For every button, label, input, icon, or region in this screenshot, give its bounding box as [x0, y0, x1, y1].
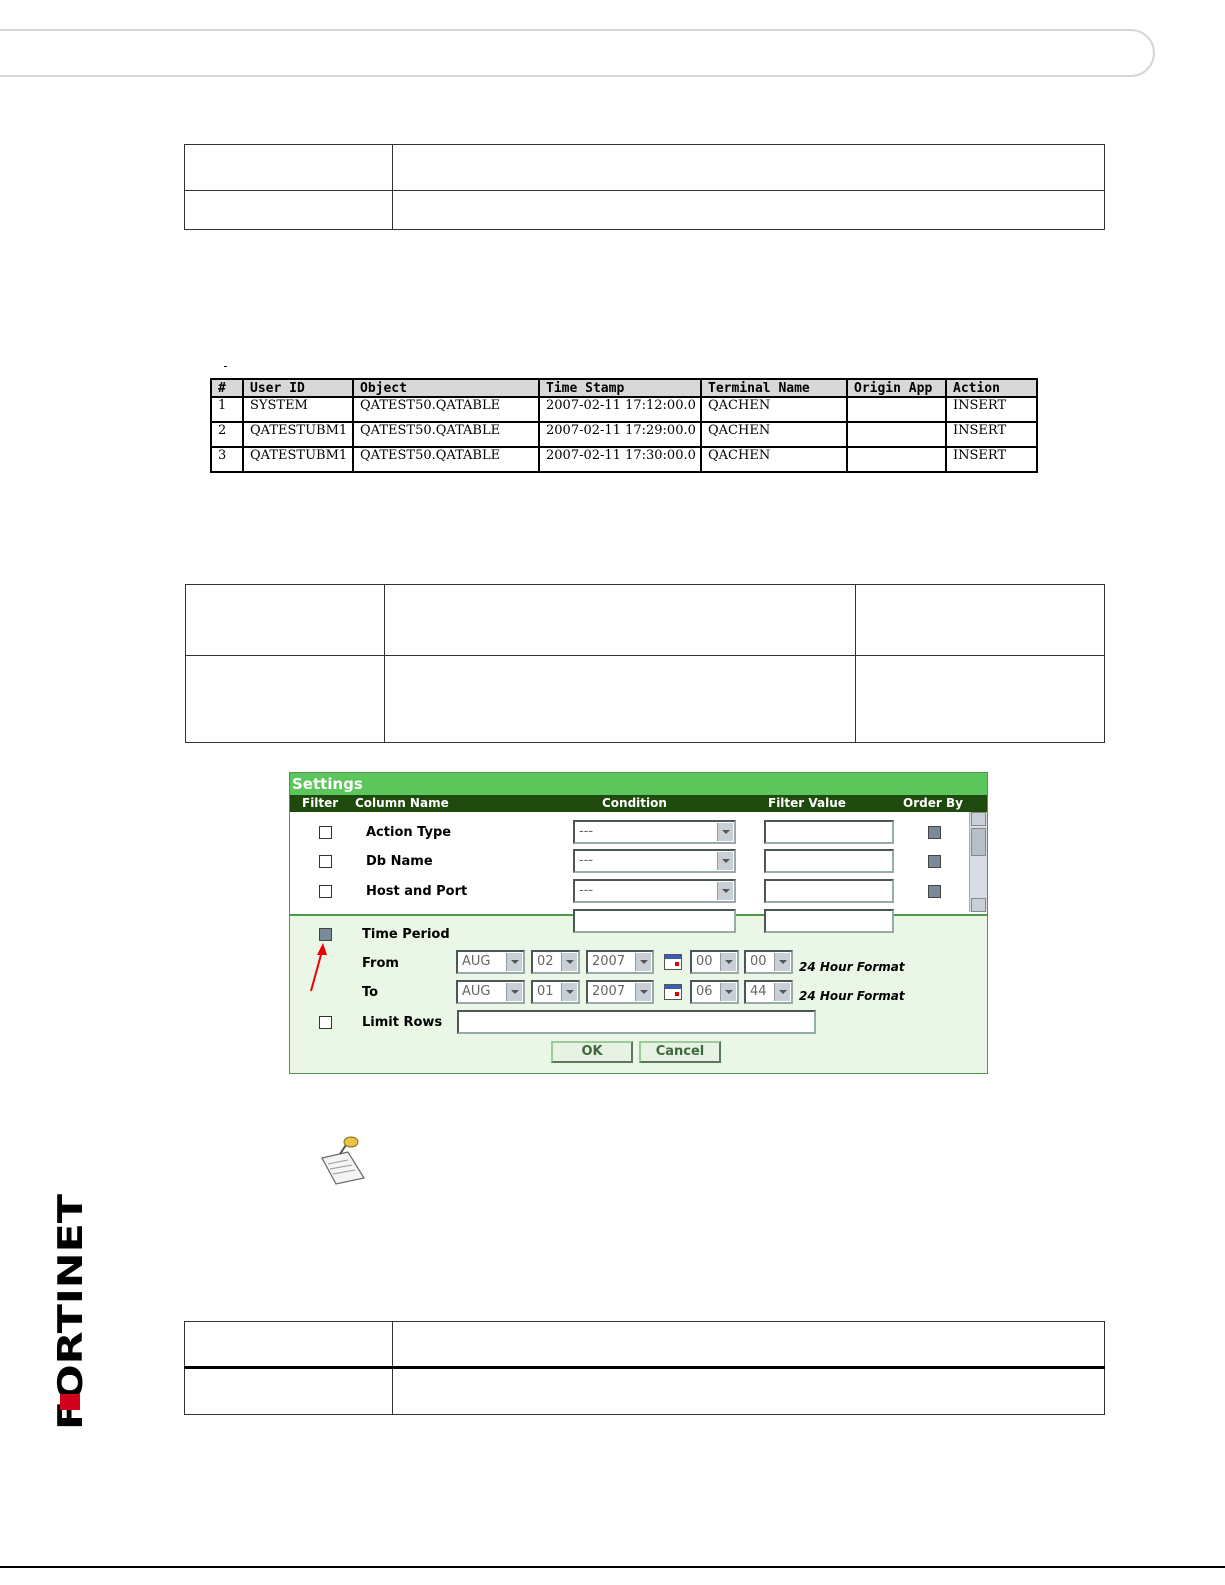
- from-day-value: 02: [537, 954, 554, 969]
- report-cell: INSERT: [946, 422, 1037, 447]
- to-hour-select[interactable]: [690, 980, 739, 1004]
- order-by-checkbox[interactable]: [928, 855, 941, 868]
- filter-row-db-name: [290, 848, 970, 878]
- report-cell: QATEST50.QATABLE: [353, 397, 539, 422]
- limit-rows-checkbox[interactable]: [319, 1016, 332, 1029]
- col-order-by: Order By: [903, 796, 963, 810]
- report-header-cell: Time Stamp: [539, 379, 701, 397]
- filter-checkbox[interactable]: [319, 826, 332, 839]
- report-header-cell: #: [211, 379, 243, 397]
- from-minute-select[interactable]: [744, 950, 793, 974]
- calendar-icon[interactable]: [664, 984, 682, 1000]
- page-header-bar: [0, 29, 1155, 77]
- chevron-down-icon: [717, 852, 733, 870]
- report-header-cell: User ID: [243, 379, 353, 397]
- condition-select[interactable]: [573, 849, 736, 873]
- from-minute-value: 00: [750, 954, 767, 969]
- filter-row-label: Host and Port: [366, 884, 468, 899]
- report-cell: [847, 397, 946, 422]
- filter-value-input[interactable]: [764, 879, 894, 903]
- report-cell: 2007-02-11 17:12:00.0: [539, 397, 701, 422]
- report-cell: [847, 447, 946, 472]
- limit-rows-label: Limit Rows: [362, 1015, 443, 1030]
- report-cell: 3: [211, 447, 243, 472]
- from-month-value: AUG: [462, 954, 491, 969]
- to-year-select[interactable]: [586, 980, 654, 1004]
- cancel-button[interactable]: Cancel: [639, 1041, 721, 1063]
- calendar-icon[interactable]: [664, 954, 682, 970]
- format-note: 24 Hour Format: [799, 960, 905, 974]
- report-cell: QATEST50.QATABLE: [353, 447, 539, 472]
- chevron-down-icon: [635, 983, 651, 1001]
- chevron-down-icon: [635, 953, 651, 971]
- filter-list-scrollbar[interactable]: [969, 812, 987, 912]
- filter-checkbox[interactable]: [319, 885, 332, 898]
- report-header-cell: Action: [946, 379, 1037, 397]
- chevron-down-icon: [774, 983, 790, 1001]
- filter-list: [290, 812, 987, 916]
- col-column-name: Column Name: [355, 796, 449, 810]
- from-day-select[interactable]: [531, 950, 580, 974]
- settings-title: Settings: [290, 773, 987, 795]
- report-cell: QACHEN: [701, 397, 847, 422]
- logo-accent: [60, 1394, 80, 1410]
- filter-value-input[interactable]: [764, 820, 894, 844]
- condition-select[interactable]: [573, 820, 736, 844]
- chevron-down-icon: [717, 823, 733, 841]
- chevron-down-icon: [717, 882, 733, 900]
- col-condition: Condition: [602, 796, 667, 810]
- report-cell: QATEST50.QATABLE: [353, 422, 539, 447]
- red-arrow-icon: [305, 941, 335, 995]
- condition-value: ---: [579, 853, 594, 868]
- logo-text: FORTINET: [51, 1242, 91, 1430]
- filter-row-host-and-port: [290, 878, 970, 908]
- to-day-value: 01: [537, 984, 554, 999]
- report-cell: INSERT: [946, 397, 1037, 422]
- chevron-down-icon: [720, 953, 736, 971]
- to-hour-value: 06: [696, 984, 713, 999]
- filter-row-action-type: [290, 819, 970, 849]
- report-cell: 2007-02-11 17:29:00.0: [539, 422, 701, 447]
- to-minute-select[interactable]: [744, 980, 793, 1004]
- chevron-down-icon: [561, 983, 577, 1001]
- condition-select[interactable]: [573, 879, 736, 903]
- to-year-value: 2007: [592, 984, 626, 999]
- condition-select[interactable]: [573, 909, 736, 933]
- to-day-select[interactable]: [531, 980, 580, 1004]
- table-row: [211, 397, 1037, 422]
- chevron-down-icon: [720, 983, 736, 1001]
- report-header-cell: Origin App: [847, 379, 946, 397]
- from-hour-value: 00: [696, 954, 713, 969]
- note-pin-icon: [318, 1134, 370, 1186]
- limit-rows-input[interactable]: [457, 1010, 816, 1034]
- from-year-value: 2007: [592, 954, 626, 969]
- ok-button[interactable]: OK: [551, 1041, 633, 1063]
- from-hour-select[interactable]: [690, 950, 739, 974]
- scroll-down-icon[interactable]: [971, 898, 986, 912]
- to-minute-value: 44: [750, 984, 767, 999]
- from-year-select[interactable]: [586, 950, 654, 974]
- to-label: To: [362, 985, 379, 1000]
- report-header-row: [211, 379, 1037, 397]
- report-cell: 2: [211, 422, 243, 447]
- to-month-select[interactable]: [456, 980, 525, 1004]
- report-header-cell: Object: [353, 379, 539, 397]
- scroll-up-icon[interactable]: [971, 812, 986, 826]
- from-label: From: [362, 956, 399, 971]
- report-cell: [847, 422, 946, 447]
- filter-row-label: Db Name: [366, 854, 433, 869]
- chevron-down-icon: [506, 953, 522, 971]
- doc-table-1: [184, 144, 1105, 230]
- order-by-checkbox[interactable]: [928, 826, 941, 839]
- col-filter-value: Filter Value: [768, 796, 846, 810]
- doc-table-2: [185, 584, 1105, 743]
- report-cell: SYSTEM: [243, 397, 353, 422]
- scroll-thumb[interactable]: [971, 828, 986, 856]
- to-month-value: AUG: [462, 984, 491, 999]
- settings-column-header: [290, 795, 987, 812]
- chevron-down-icon: [506, 983, 522, 1001]
- report-cell: QACHEN: [701, 422, 847, 447]
- condition-value: ---: [579, 824, 594, 839]
- report-cell: 2007-02-11 17:30:00.0: [539, 447, 701, 472]
- filter-row-label: Action Type: [366, 825, 452, 840]
- condition-value: ---: [579, 883, 594, 898]
- order-by-checkbox[interactable]: [928, 885, 941, 898]
- format-note: 24 Hour Format: [799, 989, 905, 1003]
- chevron-down-icon: [774, 953, 790, 971]
- report-cell: INSERT: [946, 447, 1037, 472]
- col-filter: Filter: [302, 796, 339, 810]
- report-cell: QATESTUBM1: [243, 422, 353, 447]
- time-period-label: Time Period: [362, 927, 450, 942]
- settings-dialog: [289, 772, 988, 1074]
- report-cell: QATESTUBM1: [243, 447, 353, 472]
- audit-report-table: [210, 362, 1040, 463]
- table-row: [211, 422, 1037, 447]
- table-row: [211, 447, 1037, 472]
- footer-rule: [0, 1566, 1225, 1568]
- from-month-select[interactable]: [456, 950, 525, 974]
- report-header-cell: Terminal Name: [701, 379, 847, 397]
- doc-table-3: [184, 1321, 1105, 1415]
- time-period-checkbox[interactable]: [319, 928, 332, 941]
- fortinet-logo: [51, 1190, 91, 1430]
- chevron-down-icon: [561, 953, 577, 971]
- filter-value-input[interactable]: [764, 849, 894, 873]
- filter-checkbox[interactable]: [319, 855, 332, 868]
- report-cell: 1: [211, 397, 243, 422]
- report-cell: QACHEN: [701, 447, 847, 472]
- filter-value-input[interactable]: [764, 909, 894, 933]
